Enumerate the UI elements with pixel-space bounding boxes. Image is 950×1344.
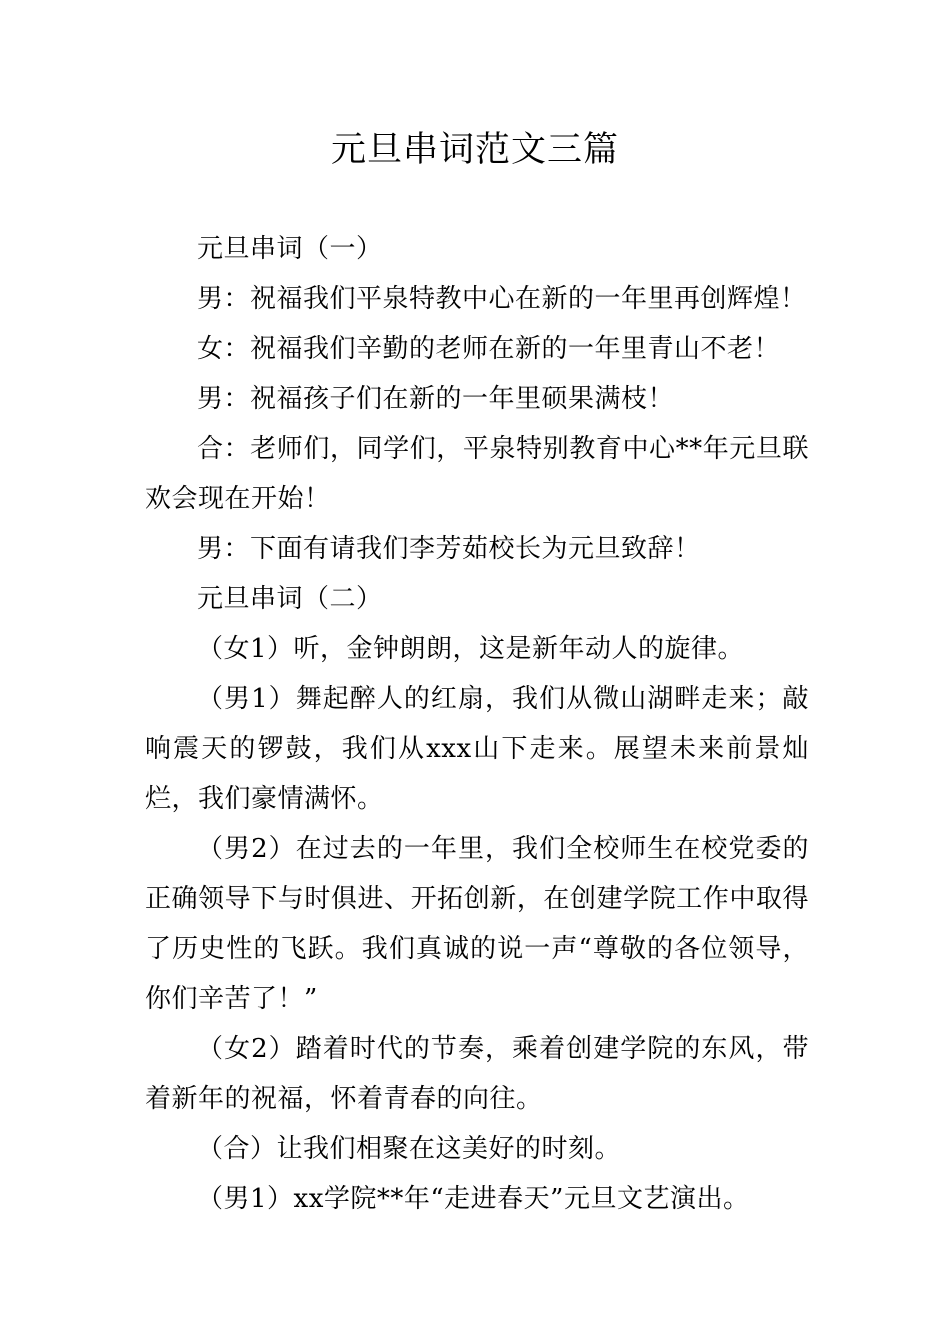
script-line: （女1）听，金钟朗朗，这是新年动人的旋律。: [197, 634, 745, 664]
script-line: 合：老师们，同学们，平泉特别教育中心**年元旦联欢会现在开始！: [145, 434, 809, 514]
section-heading-1: 元旦串词（一）: [197, 234, 383, 264]
script-line: 男：祝福我们平泉特教中心在新的一年里再创辉煌！: [197, 284, 807, 314]
script-line: 男：祝福孩子们在新的一年里硕果满枝！: [197, 384, 675, 414]
script-line: （男1）xx学院**年“走进春天”元旦文艺演出。: [197, 1184, 750, 1214]
script-line: （女2）踏着时代的节奏，乘着创建学院的东风，带着新年的祝福，怀着青春的向往。: [145, 1034, 809, 1114]
script-line: 男：下面有请我们李芳茹校长为元旦致辞！: [197, 534, 701, 564]
document-body: [145, 224, 809, 1224]
script-line: （合）让我们相聚在这美好的时刻。: [197, 1134, 622, 1164]
section-heading-2: 元旦串词（二）: [197, 584, 383, 614]
script-line: （男1）舞起醉人的红扇，我们从微山湖畔走来；敲响震天的锣鼓，我们从xxx山下走来。展望未来前景灿烂，我们豪情满怀。: [145, 684, 809, 814]
script-line: （男2）在过去的一年里，我们全校师生在校党委的正确领导下与时俱进、开拓创新，在创建学院工作中取得了历史性的飞跃。我们真诚的说一声“尊敬的各位领导，你们辛苦了！”: [145, 834, 809, 1014]
document-title: 元旦串词范文三篇: [330, 130, 619, 170]
script-line: 女：祝福我们辛勤的老师在新的一年里青山不老！: [197, 334, 781, 364]
